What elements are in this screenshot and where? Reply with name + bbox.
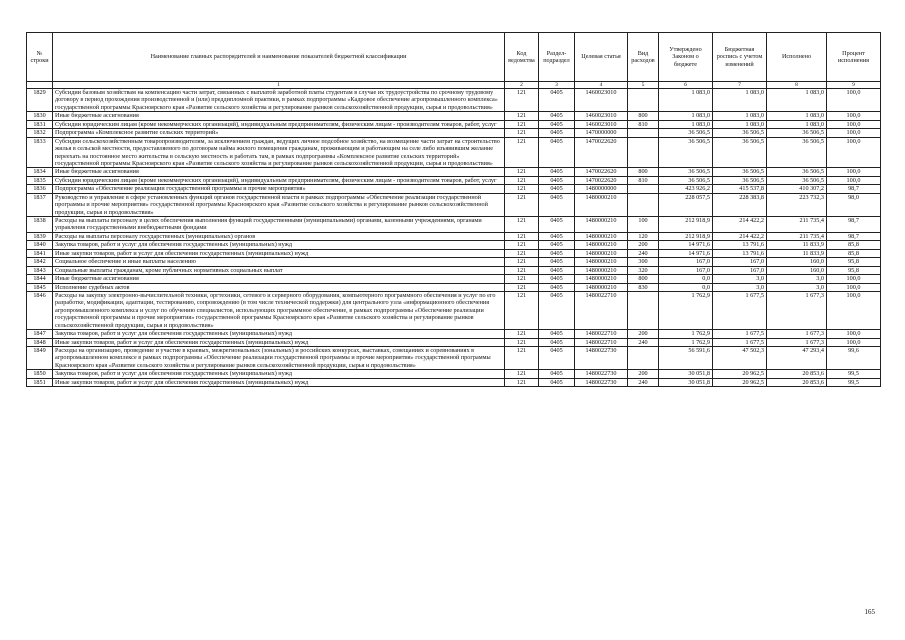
expense-type-code: 240 — [628, 249, 659, 257]
execution-percent: 85,8 — [827, 241, 881, 249]
expense-type-code — [628, 291, 659, 329]
header-row-number: № строки — [27, 33, 53, 82]
target-item-code: 1480022710 — [575, 330, 628, 338]
header-executed: Исполнено — [767, 33, 827, 82]
row-name: Подпрограмма «Обеспечение реализации государственной программы и прочие мероприятия» — [53, 185, 505, 193]
row-number: 1842 — [27, 258, 53, 266]
approved-amount: 36 506,5 — [659, 137, 713, 168]
department-code: 121 — [505, 120, 539, 128]
schedule-amount: 1 677,5 — [713, 330, 767, 338]
department-code: 121 — [505, 330, 539, 338]
department-code: 121 — [505, 378, 539, 386]
department-code: 121 — [505, 89, 539, 112]
column-number: 5 — [628, 82, 659, 89]
table-row — [27, 330, 881, 338]
column-number: 4 — [575, 82, 628, 89]
row-name: Закупка товаров, работ и услуг для обеспечения государственных (муниципальных) нужд — [53, 241, 505, 249]
target-item-code: 1480000210 — [575, 258, 628, 266]
header-expense-type: Вид расходов — [628, 33, 659, 82]
section-code: 0405 — [539, 129, 575, 137]
approved-amount: 0,0 — [659, 283, 713, 291]
table-row — [27, 338, 881, 346]
table-row — [27, 217, 881, 233]
target-item-code: 1480000210 — [575, 193, 628, 216]
row-name: Иные закупки товаров, работ и услуг для обеспечения государственных (муниципальных) нужд — [53, 249, 505, 257]
target-item-code: 1470000000 — [575, 129, 628, 137]
department-code: 121 — [505, 241, 539, 249]
header-budget-schedule: Бюджетная роспись с учетом изменений — [713, 33, 767, 82]
schedule-amount: 1 083,0 — [713, 89, 767, 112]
executed-amount: 211 735,4 — [767, 217, 827, 233]
expense-type-code: 800 — [628, 275, 659, 283]
executed-amount: 20 853,6 — [767, 378, 827, 386]
execution-percent: 100,0 — [827, 168, 881, 176]
section-code: 0405 — [539, 137, 575, 168]
expense-type-code: 100 — [628, 217, 659, 233]
schedule-amount: 3,0 — [713, 275, 767, 283]
row-number: 1848 — [27, 338, 53, 346]
expense-type-code: 810 — [628, 120, 659, 128]
row-name: Социальное обеспечение и иные выплаты населению — [53, 258, 505, 266]
department-code: 121 — [505, 347, 539, 370]
target-item-code: 1480022710 — [575, 338, 628, 346]
expense-type-code: 320 — [628, 266, 659, 274]
executed-amount: 36 506,5 — [767, 168, 827, 176]
execution-percent: 98,7 — [827, 185, 881, 193]
section-code: 0405 — [539, 370, 575, 378]
target-item-code: 1460023010 — [575, 120, 628, 128]
execution-percent: 98,7 — [827, 232, 881, 240]
department-code: 121 — [505, 176, 539, 184]
approved-amount: 0,0 — [659, 275, 713, 283]
row-number: 1834 — [27, 168, 53, 176]
target-item-code: 1480000210 — [575, 266, 628, 274]
department-code: 121 — [505, 232, 539, 240]
executed-amount: 1 083,0 — [767, 112, 827, 120]
department-code: 121 — [505, 185, 539, 193]
row-name: Субсидии сельскохозяйственным товаропроизводителям, за исключением граждан, ведущих личное подсобное хозяйство, на возмещение части затрат на строительство жилья в сельской местности, предоставляемого по договорам найма жилого помещения гражданам, проживающим и работающим на селе либо изъявившим желание переехать на постоянное место жительства в сельскую местность и работать там, в рамках подпрограммы «Комплексное развитие сельских территорий» государственной программы Красноярского края «Развитие сельского хозяйства и регулирование рынков сельскохозяйственной продукции, сырья и продовольствия» — [53, 137, 505, 168]
row-number: 1843 — [27, 266, 53, 274]
column-number: 2 — [505, 82, 539, 89]
target-item-code: 1470022620 — [575, 176, 628, 184]
schedule-amount: 167,0 — [713, 258, 767, 266]
table-row — [27, 378, 881, 386]
table-row — [27, 89, 881, 112]
column-number: 3 — [539, 82, 575, 89]
executed-amount: 11 833,9 — [767, 249, 827, 257]
target-item-code: 1480000210 — [575, 283, 628, 291]
header-department-code: Код ведомства — [505, 33, 539, 82]
approved-amount: 30 051,8 — [659, 378, 713, 386]
expense-type-code — [628, 137, 659, 168]
executed-amount: 1 677,3 — [767, 338, 827, 346]
target-item-code: 1470022620 — [575, 168, 628, 176]
section-code: 0405 — [539, 338, 575, 346]
department-code: 121 — [505, 338, 539, 346]
expense-type-code: 800 — [628, 112, 659, 120]
section-code: 0405 — [539, 291, 575, 329]
department-code: 121 — [505, 129, 539, 137]
approved-amount: 1 762,9 — [659, 330, 713, 338]
schedule-amount: 13 791,6 — [713, 241, 767, 249]
execution-percent: 99,5 — [827, 378, 881, 386]
header-name: Наименование главных распорядителей и наименование показателей бюджетной классификации — [53, 33, 505, 82]
table-row — [27, 347, 881, 370]
page-number: 165 — [864, 608, 875, 616]
schedule-amount: 1 677,5 — [713, 291, 767, 329]
table-row — [27, 258, 881, 266]
execution-percent: 98,7 — [827, 217, 881, 233]
table-body — [27, 89, 881, 387]
row-number: 1840 — [27, 241, 53, 249]
target-item-code: 1460023010 — [575, 89, 628, 112]
expense-type-code — [628, 89, 659, 112]
target-item-code: 1480000210 — [575, 232, 628, 240]
executed-amount: 3,0 — [767, 283, 827, 291]
expense-type-code: 300 — [628, 258, 659, 266]
header-percent: Процент исполнения — [827, 33, 881, 82]
table-row — [27, 241, 881, 249]
table-row — [27, 266, 881, 274]
executed-amount: 223 732,3 — [767, 193, 827, 216]
table-row — [27, 120, 881, 128]
execution-percent: 100,0 — [827, 338, 881, 346]
expense-type-code — [628, 129, 659, 137]
header-section: Раздел-подраздел — [539, 33, 575, 82]
row-number: 1833 — [27, 137, 53, 168]
row-name: Исполнение судебных актов — [53, 283, 505, 291]
expense-type-code: 200 — [628, 370, 659, 378]
table-row — [27, 291, 881, 329]
department-code: 121 — [505, 112, 539, 120]
schedule-amount: 1 677,5 — [713, 338, 767, 346]
table-row — [27, 176, 881, 184]
execution-percent: 100,0 — [827, 137, 881, 168]
schedule-amount: 36 506,5 — [713, 129, 767, 137]
department-code: 121 — [505, 258, 539, 266]
schedule-amount: 47 502,3 — [713, 347, 767, 370]
schedule-amount: 214 422,2 — [713, 217, 767, 233]
row-name: Закупка товаров, работ и услуг для обеспечения государственных (муниципальных) нужд — [53, 330, 505, 338]
table-row — [27, 232, 881, 240]
section-code: 0405 — [539, 112, 575, 120]
row-name: Субсидии юридическим лицам (кроме некоммерческих организаций), индивидуальным предпринимателям, физическим лицам - производителям товаров, работ, услуг — [53, 120, 505, 128]
approved-amount: 30 051,8 — [659, 370, 713, 378]
header-target-item: Целевая статья — [575, 33, 628, 82]
column-number: 8 — [767, 82, 827, 89]
row-name: Иные закупки товаров, работ и услуг для обеспечения государственных (муниципальных) нужд — [53, 338, 505, 346]
department-code: 121 — [505, 249, 539, 257]
row-name: Расходы на организацию, проведение и участие в краевых, межрегиональных (зональных) и российских конкурсах, выставках, совещаниях и соревнованиях в агропромышленном комплексе в рамках подпрограммы «Обеспечение реализации государственной программы и прочие мероприятия» государственной программы Красноярского края «Развитие сельского хозяйства и регулирование рынков сельскохозяйственной продукции, сырья и продовольствия» — [53, 347, 505, 370]
row-number: 1851 — [27, 378, 53, 386]
schedule-amount: 3,0 — [713, 283, 767, 291]
section-code: 0405 — [539, 347, 575, 370]
expense-type-code — [628, 185, 659, 193]
row-number: 1836 — [27, 185, 53, 193]
executed-amount: 36 506,5 — [767, 129, 827, 137]
execution-percent: 100,0 — [827, 176, 881, 184]
schedule-amount: 228 383,8 — [713, 193, 767, 216]
executed-amount: 410 307,2 — [767, 185, 827, 193]
row-number: 1837 — [27, 193, 53, 216]
target-item-code: 1480000210 — [575, 217, 628, 233]
row-number: 1841 — [27, 249, 53, 257]
execution-percent: 98,0 — [827, 193, 881, 216]
row-number: 1846 — [27, 291, 53, 329]
table-row — [27, 168, 881, 176]
row-name: Расходы на закупку электронно-вычислительной техники, оргтехники, сетевого и серверного оборудования, компьютерного программного обеспечения и услуг по его разработке, модификации, адаптации, тестированию, сопровождению (в том числе технической поддержки) для центрального узла «информационного обеспечения агропромышленного комплекса и услуг по обучению специалистов, использующих программное обеспечение, в рамках подпрограммы «Обеспечение реализации государственной программы и прочие мероприятия» государственной программы Красноярского края «Развитие сельского хозяйства и регулирование рынков сельскохозяйственной продукции, сырья и продовольствия» — [53, 291, 505, 329]
section-code: 0405 — [539, 168, 575, 176]
column-number: 7 — [713, 82, 767, 89]
section-code: 0405 — [539, 241, 575, 249]
section-code: 0405 — [539, 193, 575, 216]
target-item-code: 1480000210 — [575, 249, 628, 257]
executed-amount: 3,0 — [767, 275, 827, 283]
expense-type-code: 120 — [628, 232, 659, 240]
row-number: 1847 — [27, 330, 53, 338]
approved-amount: 228 057,5 — [659, 193, 713, 216]
execution-percent: 100,0 — [827, 291, 881, 329]
table-header — [27, 33, 881, 89]
table-row — [27, 185, 881, 193]
table-row — [27, 283, 881, 291]
execution-percent: 100,0 — [827, 275, 881, 283]
schedule-amount: 214 422,2 — [713, 232, 767, 240]
schedule-amount: 167,0 — [713, 266, 767, 274]
target-item-code: 1480000210 — [575, 275, 628, 283]
column-number: 1 — [53, 82, 505, 89]
row-number: 1839 — [27, 232, 53, 240]
execution-percent: 99,5 — [827, 370, 881, 378]
table-row — [27, 275, 881, 283]
table-row — [27, 129, 881, 137]
expense-type-code: 200 — [628, 241, 659, 249]
execution-percent: 100,0 — [827, 112, 881, 120]
target-item-code: 1460023010 — [575, 112, 628, 120]
section-code: 0405 — [539, 275, 575, 283]
budget-table — [26, 32, 881, 387]
schedule-amount: 1 083,0 — [713, 112, 767, 120]
executed-amount: 20 853,6 — [767, 370, 827, 378]
row-name: Иные бюджетные ассигнования — [53, 112, 505, 120]
schedule-amount: 415 537,8 — [713, 185, 767, 193]
approved-amount: 423 926,2 — [659, 185, 713, 193]
target-item-code: 1480000210 — [575, 241, 628, 249]
approved-amount: 167,0 — [659, 266, 713, 274]
department-code: 121 — [505, 168, 539, 176]
row-name: Закупка товаров, работ и услуг для обеспечения государственных (муниципальных) нужд — [53, 370, 505, 378]
executed-amount: 211 735,4 — [767, 232, 827, 240]
expense-type-code: 830 — [628, 283, 659, 291]
approved-amount: 14 971,6 — [659, 249, 713, 257]
row-name: Руководство и управление в сфере установленных функций органов государственной власти в рамках подпрограммы «Обеспечение реализации государственной программы и прочие мероприятия» государственной программы Красноярского края «Развитие сельского хозяйства и регулирование рынков сельскохозяйственной продукции, сырья и продовольствия» — [53, 193, 505, 216]
section-code: 0405 — [539, 258, 575, 266]
approved-amount: 212 918,9 — [659, 217, 713, 233]
row-name: Иные закупки товаров, работ и услуг для обеспечения государственных (муниципальных) нужд — [53, 378, 505, 386]
section-code: 0405 — [539, 378, 575, 386]
approved-amount: 56 591,6 — [659, 347, 713, 370]
expense-type-code: 200 — [628, 330, 659, 338]
executed-amount: 1 083,0 — [767, 120, 827, 128]
executed-amount: 36 506,5 — [767, 176, 827, 184]
executed-amount: 36 506,5 — [767, 137, 827, 168]
row-name: Социальные выплаты гражданам, кроме публичных нормативных социальных выплат — [53, 266, 505, 274]
row-number: 1830 — [27, 112, 53, 120]
execution-percent: 100,0 — [827, 89, 881, 112]
row-number: 1850 — [27, 370, 53, 378]
target-item-code: 1480022730 — [575, 347, 628, 370]
section-code: 0405 — [539, 89, 575, 112]
expense-type-code — [628, 193, 659, 216]
section-code: 0405 — [539, 120, 575, 128]
row-name: Субсидии базовым хозяйствам на компенсацию части затрат, связанных с выплатой заработной платы студентам в случае их трудоустройства по срочному трудовому договору в период прохождения производственной и (или) преддипломной практики, в рамках подпрограммы «Кадровое обеспечение агропромышленного комплекса» государственной программы Красноярского края «Развитие сельского хозяйства и регулирование рынков сельскохозяйственной продукции, сырья и продовольствия» — [53, 89, 505, 112]
expense-type-code — [628, 347, 659, 370]
row-number: 1844 — [27, 275, 53, 283]
section-code: 0405 — [539, 330, 575, 338]
department-code: 121 — [505, 370, 539, 378]
executed-amount: 160,0 — [767, 258, 827, 266]
department-code: 121 — [505, 266, 539, 274]
column-number: 6 — [659, 82, 713, 89]
execution-percent: 100,0 — [827, 129, 881, 137]
executed-amount: 160,0 — [767, 266, 827, 274]
approved-amount: 1 083,0 — [659, 89, 713, 112]
executed-amount: 11 833,9 — [767, 241, 827, 249]
row-name: Расходы на выплаты персоналу в целях обеспечения выполнения функций государственными (муниципальными) органами, казенными учреждениями, органами управления государственными внебюджетными фондами — [53, 217, 505, 233]
approved-amount: 212 918,9 — [659, 232, 713, 240]
expense-type-code: 240 — [628, 338, 659, 346]
expense-type-code: 800 — [628, 168, 659, 176]
row-number: 1829 — [27, 89, 53, 112]
department-code: 121 — [505, 193, 539, 216]
row-name: Подпрограмма «Комплексное развитие сельских территорий» — [53, 129, 505, 137]
schedule-amount: 36 506,5 — [713, 137, 767, 168]
table-row — [27, 137, 881, 168]
approved-amount: 1 083,0 — [659, 120, 713, 128]
row-number: 1838 — [27, 217, 53, 233]
row-number: 1835 — [27, 176, 53, 184]
table-row — [27, 370, 881, 378]
department-code: 121 — [505, 291, 539, 329]
section-code: 0405 — [539, 185, 575, 193]
execution-percent: 100,0 — [827, 330, 881, 338]
column-number — [27, 82, 53, 89]
schedule-amount: 1 083,0 — [713, 120, 767, 128]
execution-percent: 85,8 — [827, 249, 881, 257]
approved-amount: 1 762,9 — [659, 291, 713, 329]
department-code: 121 — [505, 217, 539, 233]
executed-amount: 1 677,3 — [767, 330, 827, 338]
target-item-code: 1480022730 — [575, 378, 628, 386]
column-numbers-row — [27, 82, 881, 89]
row-name: Расходы на выплаты персоналу государственных (муниципальных) органов — [53, 232, 505, 240]
schedule-amount: 13 791,6 — [713, 249, 767, 257]
target-item-code: 1480022710 — [575, 291, 628, 329]
row-name: Субсидии юридическим лицам (кроме некоммерческих организаций), индивидуальным предпринимателям, физическим лицам - производителям товаров, работ, услуг — [53, 176, 505, 184]
schedule-amount: 20 962,5 — [713, 370, 767, 378]
executed-amount: 1 677,3 — [767, 291, 827, 329]
row-number: 1832 — [27, 129, 53, 137]
section-code: 0405 — [539, 249, 575, 257]
schedule-amount: 20 962,5 — [713, 378, 767, 386]
executed-amount: 47 293,4 — [767, 347, 827, 370]
row-name: Иные бюджетные ассигнования — [53, 275, 505, 283]
header-approved: Утверждено Законом о бюджете — [659, 33, 713, 82]
approved-amount: 167,0 — [659, 258, 713, 266]
row-number: 1845 — [27, 283, 53, 291]
expense-type-code: 810 — [628, 176, 659, 184]
approved-amount: 1 762,9 — [659, 338, 713, 346]
table-row — [27, 249, 881, 257]
table-row — [27, 193, 881, 216]
execution-percent: 95,8 — [827, 266, 881, 274]
approved-amount: 36 506,5 — [659, 129, 713, 137]
approved-amount: 1 083,0 — [659, 112, 713, 120]
section-code: 0405 — [539, 217, 575, 233]
approved-amount: 36 506,5 — [659, 168, 713, 176]
department-code: 121 — [505, 275, 539, 283]
section-code: 0405 — [539, 266, 575, 274]
row-number: 1849 — [27, 347, 53, 370]
target-item-code: 1470022620 — [575, 137, 628, 168]
schedule-amount: 36 506,5 — [713, 176, 767, 184]
execution-percent: 100,0 — [827, 120, 881, 128]
row-number: 1831 — [27, 120, 53, 128]
schedule-amount: 36 506,5 — [713, 168, 767, 176]
execution-percent: 99,6 — [827, 347, 881, 370]
section-code: 0405 — [539, 232, 575, 240]
expense-type-code: 240 — [628, 378, 659, 386]
execution-percent: 100,0 — [827, 283, 881, 291]
row-name: Иные бюджетные ассигнования — [53, 168, 505, 176]
column-number: 9 — [827, 82, 881, 89]
target-item-code: 1480022730 — [575, 370, 628, 378]
section-code: 0405 — [539, 283, 575, 291]
section-code: 0405 — [539, 176, 575, 184]
approved-amount: 36 506,5 — [659, 176, 713, 184]
approved-amount: 14 971,6 — [659, 241, 713, 249]
executed-amount: 1 083,0 — [767, 89, 827, 112]
department-code: 121 — [505, 137, 539, 168]
table-row — [27, 112, 881, 120]
execution-percent: 95,8 — [827, 258, 881, 266]
target-item-code: 1480000000 — [575, 185, 628, 193]
department-code: 121 — [505, 283, 539, 291]
